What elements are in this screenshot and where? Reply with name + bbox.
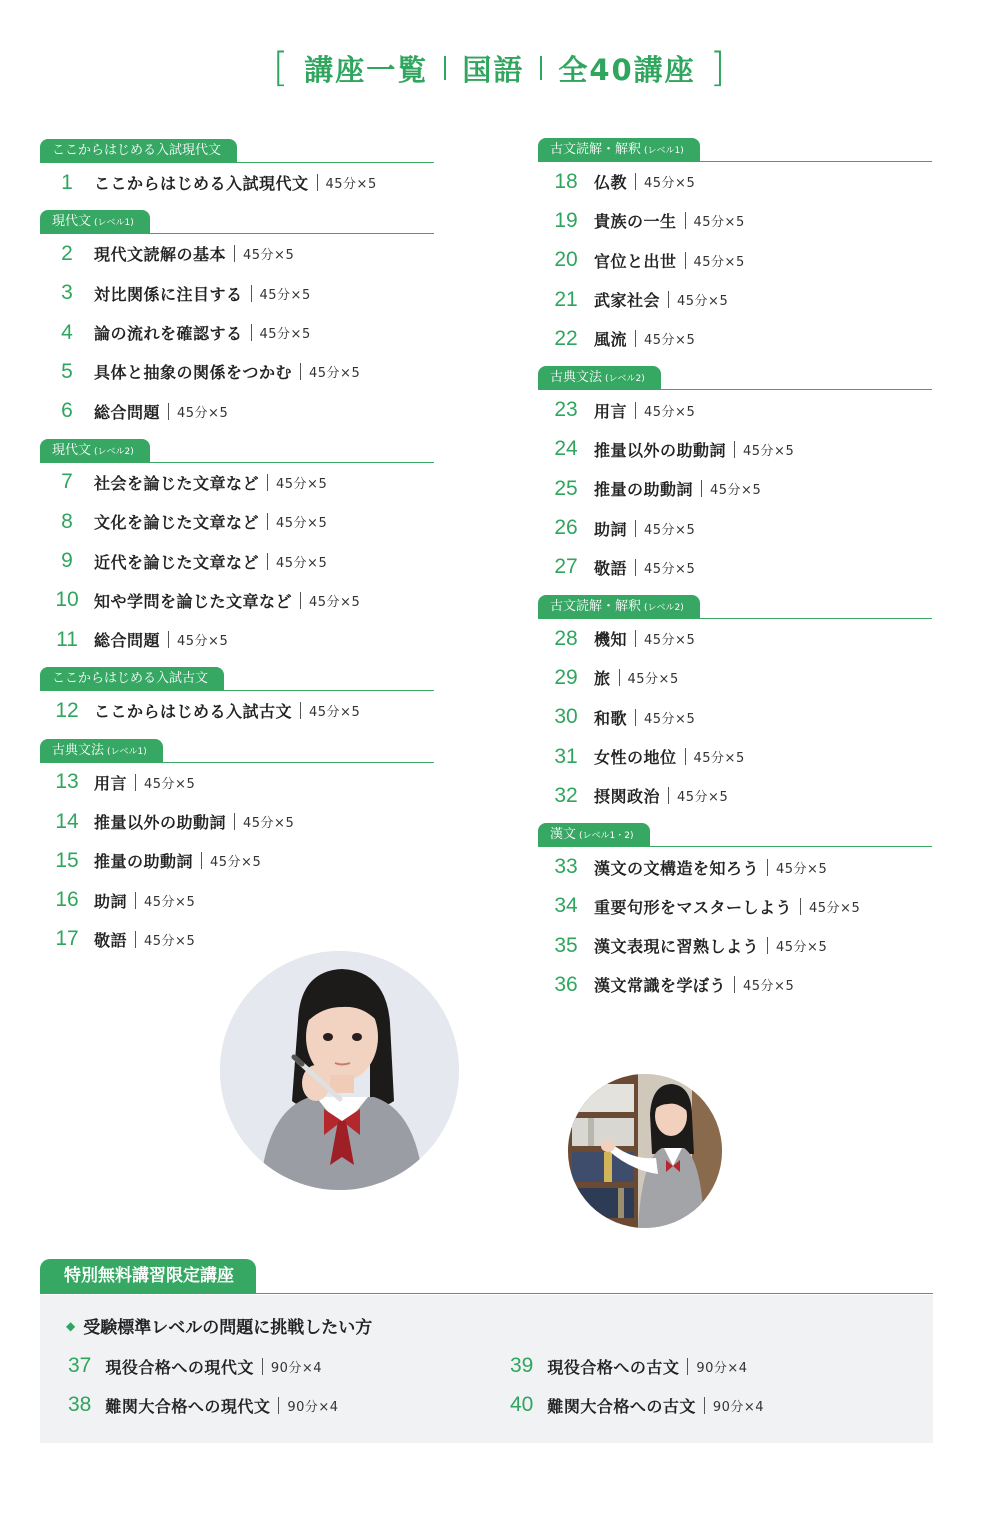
course-item [40, 880, 434, 919]
course-name: 文化を論じた文章など [94, 513, 260, 533]
course-number: 9 [61, 549, 73, 573]
divider [734, 441, 735, 458]
course-number: 31 [554, 744, 578, 768]
course-item [40, 163, 434, 202]
section-level: (レベル1) [94, 218, 134, 229]
course-item [538, 469, 932, 508]
course-name: 現役合格への現代文 [105, 1357, 254, 1377]
divider [251, 324, 252, 341]
course-duration: 90分×4 [287, 1399, 339, 1415]
section-header [40, 667, 434, 691]
course-duration: 90分×4 [270, 1360, 323, 1376]
course-item [40, 313, 434, 352]
course-duration: 45分×5 [644, 176, 696, 192]
course-name: 摂関政治 [594, 787, 661, 807]
course-number: 10 [55, 588, 79, 612]
course-name: 現代文読解の基本 [94, 245, 227, 265]
section-title: ここからはじめる入試古文 [52, 671, 209, 687]
course-duration: 45分×5 [276, 516, 328, 532]
course-name: 推量の助動詞 [594, 480, 694, 500]
course-item [538, 319, 932, 358]
course-number: 27 [554, 555, 578, 579]
course-duration: 45分×5 [743, 979, 795, 995]
course-name: 具体と抽象の関係をつかむ [94, 363, 293, 383]
course-item [40, 463, 434, 502]
divider [767, 859, 768, 876]
course-item [538, 776, 932, 815]
course-name: 社会を論じた文章など [94, 473, 260, 493]
course-name: 知や学問を論じた文章など [94, 591, 293, 611]
course-name: 官位と出世 [594, 251, 677, 271]
course-number: 17 [55, 927, 79, 951]
course-number: 18 [554, 169, 578, 193]
section-level: (レベル2) [644, 602, 684, 613]
title-separator [540, 56, 542, 80]
course-number: 21 [554, 287, 578, 311]
divider [635, 330, 636, 347]
course-number: 23 [554, 398, 578, 422]
course-name: 助詞 [594, 519, 628, 539]
course-duration: 45分×5 [243, 816, 295, 831]
course-name: 助詞 [94, 891, 128, 911]
section-title: 古文読解・解釈 [550, 142, 642, 157]
course-number: 40 [510, 1393, 534, 1416]
divider [635, 402, 636, 419]
course-duration: 45分×5 [243, 248, 295, 264]
diamond-icon: ◆ [66, 1318, 76, 1333]
section-header [40, 139, 434, 163]
divider [635, 630, 636, 647]
course-item [538, 241, 932, 280]
course-name: 推量の助動詞 [94, 852, 194, 872]
divider [168, 403, 169, 420]
course-number: 38 [68, 1393, 92, 1416]
divider [300, 592, 301, 609]
course-duration: 45分×5 [776, 940, 828, 956]
course-duration: 45分×5 [177, 634, 229, 650]
special-target-line [66, 1313, 372, 1338]
section-header [40, 739, 434, 763]
course-duration: 45分×5 [677, 294, 729, 310]
course-name: 敬語 [594, 558, 628, 578]
divider [619, 669, 620, 686]
course-duration: 45分×5 [144, 933, 196, 949]
course-name: 女性の地位 [594, 748, 677, 767]
course-number: 12 [55, 698, 79, 722]
divider [300, 702, 301, 719]
course-duration: 45分×5 [144, 894, 196, 910]
course-item [538, 698, 932, 737]
course-name: 漢文の文構造を知ろう [594, 858, 760, 878]
title-part-subject: 国語 [462, 52, 525, 87]
course-item [40, 841, 434, 880]
course-duration: 45分×5 [693, 751, 745, 766]
student-library-photo [568, 1074, 722, 1228]
section-tab [40, 739, 163, 762]
course-duration: 45分×5 [644, 404, 696, 420]
divider [267, 513, 268, 530]
course-name: 用言 [94, 773, 128, 793]
course-number: 32 [554, 783, 578, 807]
course-duration: 45分×5 [776, 861, 828, 877]
section-header [538, 366, 932, 390]
divider [701, 480, 702, 497]
course-number: 16 [55, 888, 79, 912]
course-duration: 45分×5 [309, 366, 361, 382]
special-course-header [40, 1259, 933, 1294]
section-tab [40, 139, 237, 162]
course-name: 推量以外の助動詞 [594, 440, 727, 460]
course-name: 難関大合格への現代文 [105, 1396, 271, 1416]
course-number: 6 [61, 399, 73, 423]
title-part-total: 全40講座 [558, 52, 696, 87]
section-title: 古典文法 [52, 742, 105, 758]
course-item [40, 802, 434, 841]
course-duration: 45分×5 [276, 476, 328, 492]
course-duration: 45分×5 [210, 855, 262, 871]
divider [734, 976, 735, 993]
divider [234, 813, 235, 830]
course-duration: 90分×4 [696, 1360, 748, 1376]
course-item [538, 965, 932, 1004]
course-duration: 45分×5 [809, 900, 861, 916]
divider [635, 173, 636, 190]
course-item [40, 502, 434, 541]
course-name: 敬語 [94, 930, 128, 950]
left-course-column [40, 139, 434, 959]
course-number: 1 [61, 170, 73, 194]
title-separator [444, 56, 446, 80]
special-course-tab: 特別無料講習限定講座 [40, 1259, 256, 1293]
divider [687, 1358, 688, 1375]
course-item [538, 162, 932, 201]
right-course-column [538, 138, 932, 1005]
section-title: 現代文 [52, 214, 92, 230]
course-name: 対比関係に注目する [94, 284, 243, 304]
course-number: 34 [554, 894, 578, 918]
divider [278, 1397, 279, 1414]
course-name: ここからはじめる入試古文 [94, 702, 293, 722]
course-name: 推量以外の助動詞 [94, 813, 227, 832]
course-number: 20 [554, 248, 578, 272]
course-item [40, 234, 434, 273]
course-number: 24 [554, 437, 578, 461]
section-tab [538, 366, 661, 389]
divider [635, 559, 636, 576]
course-duration: 45分×5 [677, 790, 729, 806]
divider [251, 285, 252, 302]
course-name: 貴族の一生 [594, 212, 677, 232]
course-number: 26 [554, 516, 578, 540]
course-number: 8 [61, 509, 73, 533]
divider [668, 787, 669, 804]
section-level: (レベル2) [605, 374, 645, 385]
section-title: 古典文法 [550, 370, 603, 386]
section-header [40, 210, 434, 234]
course-item [538, 548, 932, 587]
course-name: 総合問題 [94, 402, 161, 422]
special-course-item [510, 1351, 748, 1381]
divider [262, 1358, 263, 1375]
title-part-course-list: 講座一覧 [304, 52, 429, 87]
course-item [538, 926, 932, 965]
divider [135, 892, 136, 909]
course-name: 論の流れを確認する [94, 324, 243, 344]
course-duration: 45分×5 [644, 561, 696, 577]
course-number: 11 [56, 627, 78, 651]
divider [635, 520, 636, 537]
section-tab [40, 667, 224, 690]
course-name: 漢文表現に習熟しよう [594, 937, 760, 957]
course-item [538, 658, 932, 697]
divider [685, 748, 686, 765]
course-name: 近代を論じた文章など [94, 552, 260, 572]
course-name: 重要句形をマスターしよう [594, 897, 793, 917]
course-duration: 45分×5 [743, 443, 795, 459]
course-duration: 45分×5 [693, 215, 745, 231]
section-level: (レベル1) [107, 746, 147, 757]
special-course-item [68, 1390, 339, 1420]
course-item [40, 920, 434, 959]
course-number: 7 [61, 470, 73, 494]
special-target-text: 受験標準レベルの問題に挑戦したい方 [83, 1318, 373, 1338]
section-tab [538, 595, 700, 618]
section-tab [40, 210, 150, 233]
course-number: 37 [68, 1354, 92, 1377]
course-name: 機知 [594, 630, 628, 650]
course-duration: 45分×5 [144, 776, 196, 792]
course-item [40, 620, 434, 659]
course-item [40, 391, 434, 430]
section-header [538, 595, 932, 619]
student-library-illustration [568, 1074, 722, 1228]
section-header [538, 138, 932, 162]
course-number: 33 [554, 855, 578, 879]
course-name: 風流 [594, 330, 628, 350]
title-close-bracket: ] [709, 45, 728, 91]
course-name: 和歌 [594, 708, 628, 728]
section-tab [40, 439, 150, 462]
course-number: 5 [61, 359, 73, 383]
course-duration: 45分×5 [644, 633, 696, 649]
course-duration: 45分×5 [710, 483, 762, 499]
special-course-item [68, 1351, 322, 1381]
course-item [40, 274, 434, 313]
course-number: 29 [554, 665, 578, 689]
course-duration: 45分×5 [177, 405, 229, 421]
course-number: 4 [61, 320, 73, 344]
course-number: 30 [554, 705, 578, 729]
course-duration: 45分×5 [644, 522, 696, 538]
course-name: 難関大合格への古文 [547, 1396, 696, 1416]
course-item [538, 847, 932, 886]
divider [668, 291, 669, 308]
course-number: 25 [554, 476, 578, 500]
section-level: (レベル1) [644, 146, 684, 156]
divider [267, 553, 268, 570]
course-item [40, 352, 434, 391]
section-tab [538, 823, 650, 846]
course-number: 35 [554, 933, 578, 957]
divider [300, 363, 301, 380]
course-number: 13 [55, 770, 79, 794]
course-number: 2 [61, 241, 73, 265]
course-item [40, 581, 434, 620]
section-tab [538, 138, 700, 161]
divider [635, 709, 636, 726]
course-number: 36 [554, 972, 578, 996]
section-header [538, 823, 932, 847]
section-header [40, 439, 434, 463]
course-duration: 45分×5 [644, 333, 696, 349]
course-duration: 90分×4 [712, 1399, 765, 1415]
special-course-item [510, 1390, 764, 1420]
course-duration: 45分×5 [259, 287, 311, 303]
course-number: 19 [554, 208, 578, 232]
title-open-bracket: [ [272, 45, 291, 91]
course-name: 用言 [594, 401, 628, 421]
student-thinking-illustration [220, 951, 459, 1190]
divider [704, 1397, 705, 1414]
course-duration: 45分×5 [276, 555, 328, 571]
special-course-panel [40, 1295, 933, 1443]
course-name: 総合問題 [94, 631, 161, 651]
course-number: 3 [61, 281, 73, 305]
course-duration: 45分×5 [309, 594, 361, 610]
divider [317, 174, 318, 191]
divider [135, 931, 136, 948]
course-duration: 45分×5 [259, 327, 311, 343]
course-item [40, 763, 434, 802]
course-number: 28 [554, 626, 578, 650]
divider [234, 245, 235, 262]
course-item [538, 201, 932, 240]
course-name: 仏教 [594, 173, 628, 193]
course-name: 旅 [594, 669, 611, 689]
student-thinking-photo [220, 951, 459, 1190]
course-name: 現役合格への古文 [547, 1357, 680, 1377]
course-duration: 45分×5 [325, 177, 377, 193]
divider [685, 252, 686, 269]
course-item [538, 619, 932, 658]
section-title: 古文読解・解釈 [550, 598, 642, 614]
course-number: 15 [55, 848, 79, 872]
course-item [40, 541, 434, 580]
section-title: ここからはじめる入試現代文 [52, 143, 222, 158]
course-item [538, 280, 932, 319]
section-title: 現代文 [52, 442, 92, 458]
course-number: 39 [510, 1354, 534, 1377]
course-item [538, 390, 932, 429]
divider [685, 212, 686, 229]
divider [767, 937, 768, 954]
section-level: (レベル1・2) [579, 831, 634, 842]
divider [135, 774, 136, 791]
course-duration: 45分×5 [627, 672, 679, 688]
course-name: 漢文常識を学ぼう [594, 976, 727, 996]
course-name: 武家社会 [594, 291, 661, 311]
course-item [538, 430, 932, 469]
course-number: 22 [554, 326, 578, 350]
course-item [538, 737, 932, 776]
section-title: 漢文 [550, 827, 577, 843]
page-title [0, 40, 1000, 96]
course-name: ここからはじめる入試現代文 [94, 174, 309, 194]
course-item [538, 887, 932, 926]
course-duration: 45分×5 [644, 711, 696, 727]
divider [267, 474, 268, 491]
course-number: 14 [55, 809, 79, 833]
course-duration: 45分×5 [693, 254, 745, 270]
divider [800, 898, 801, 915]
divider [168, 631, 169, 648]
divider [201, 852, 202, 869]
section-level: (レベル2) [94, 446, 134, 457]
course-duration: 45分×5 [309, 705, 361, 721]
course-item [40, 691, 434, 730]
course-item [538, 508, 932, 547]
